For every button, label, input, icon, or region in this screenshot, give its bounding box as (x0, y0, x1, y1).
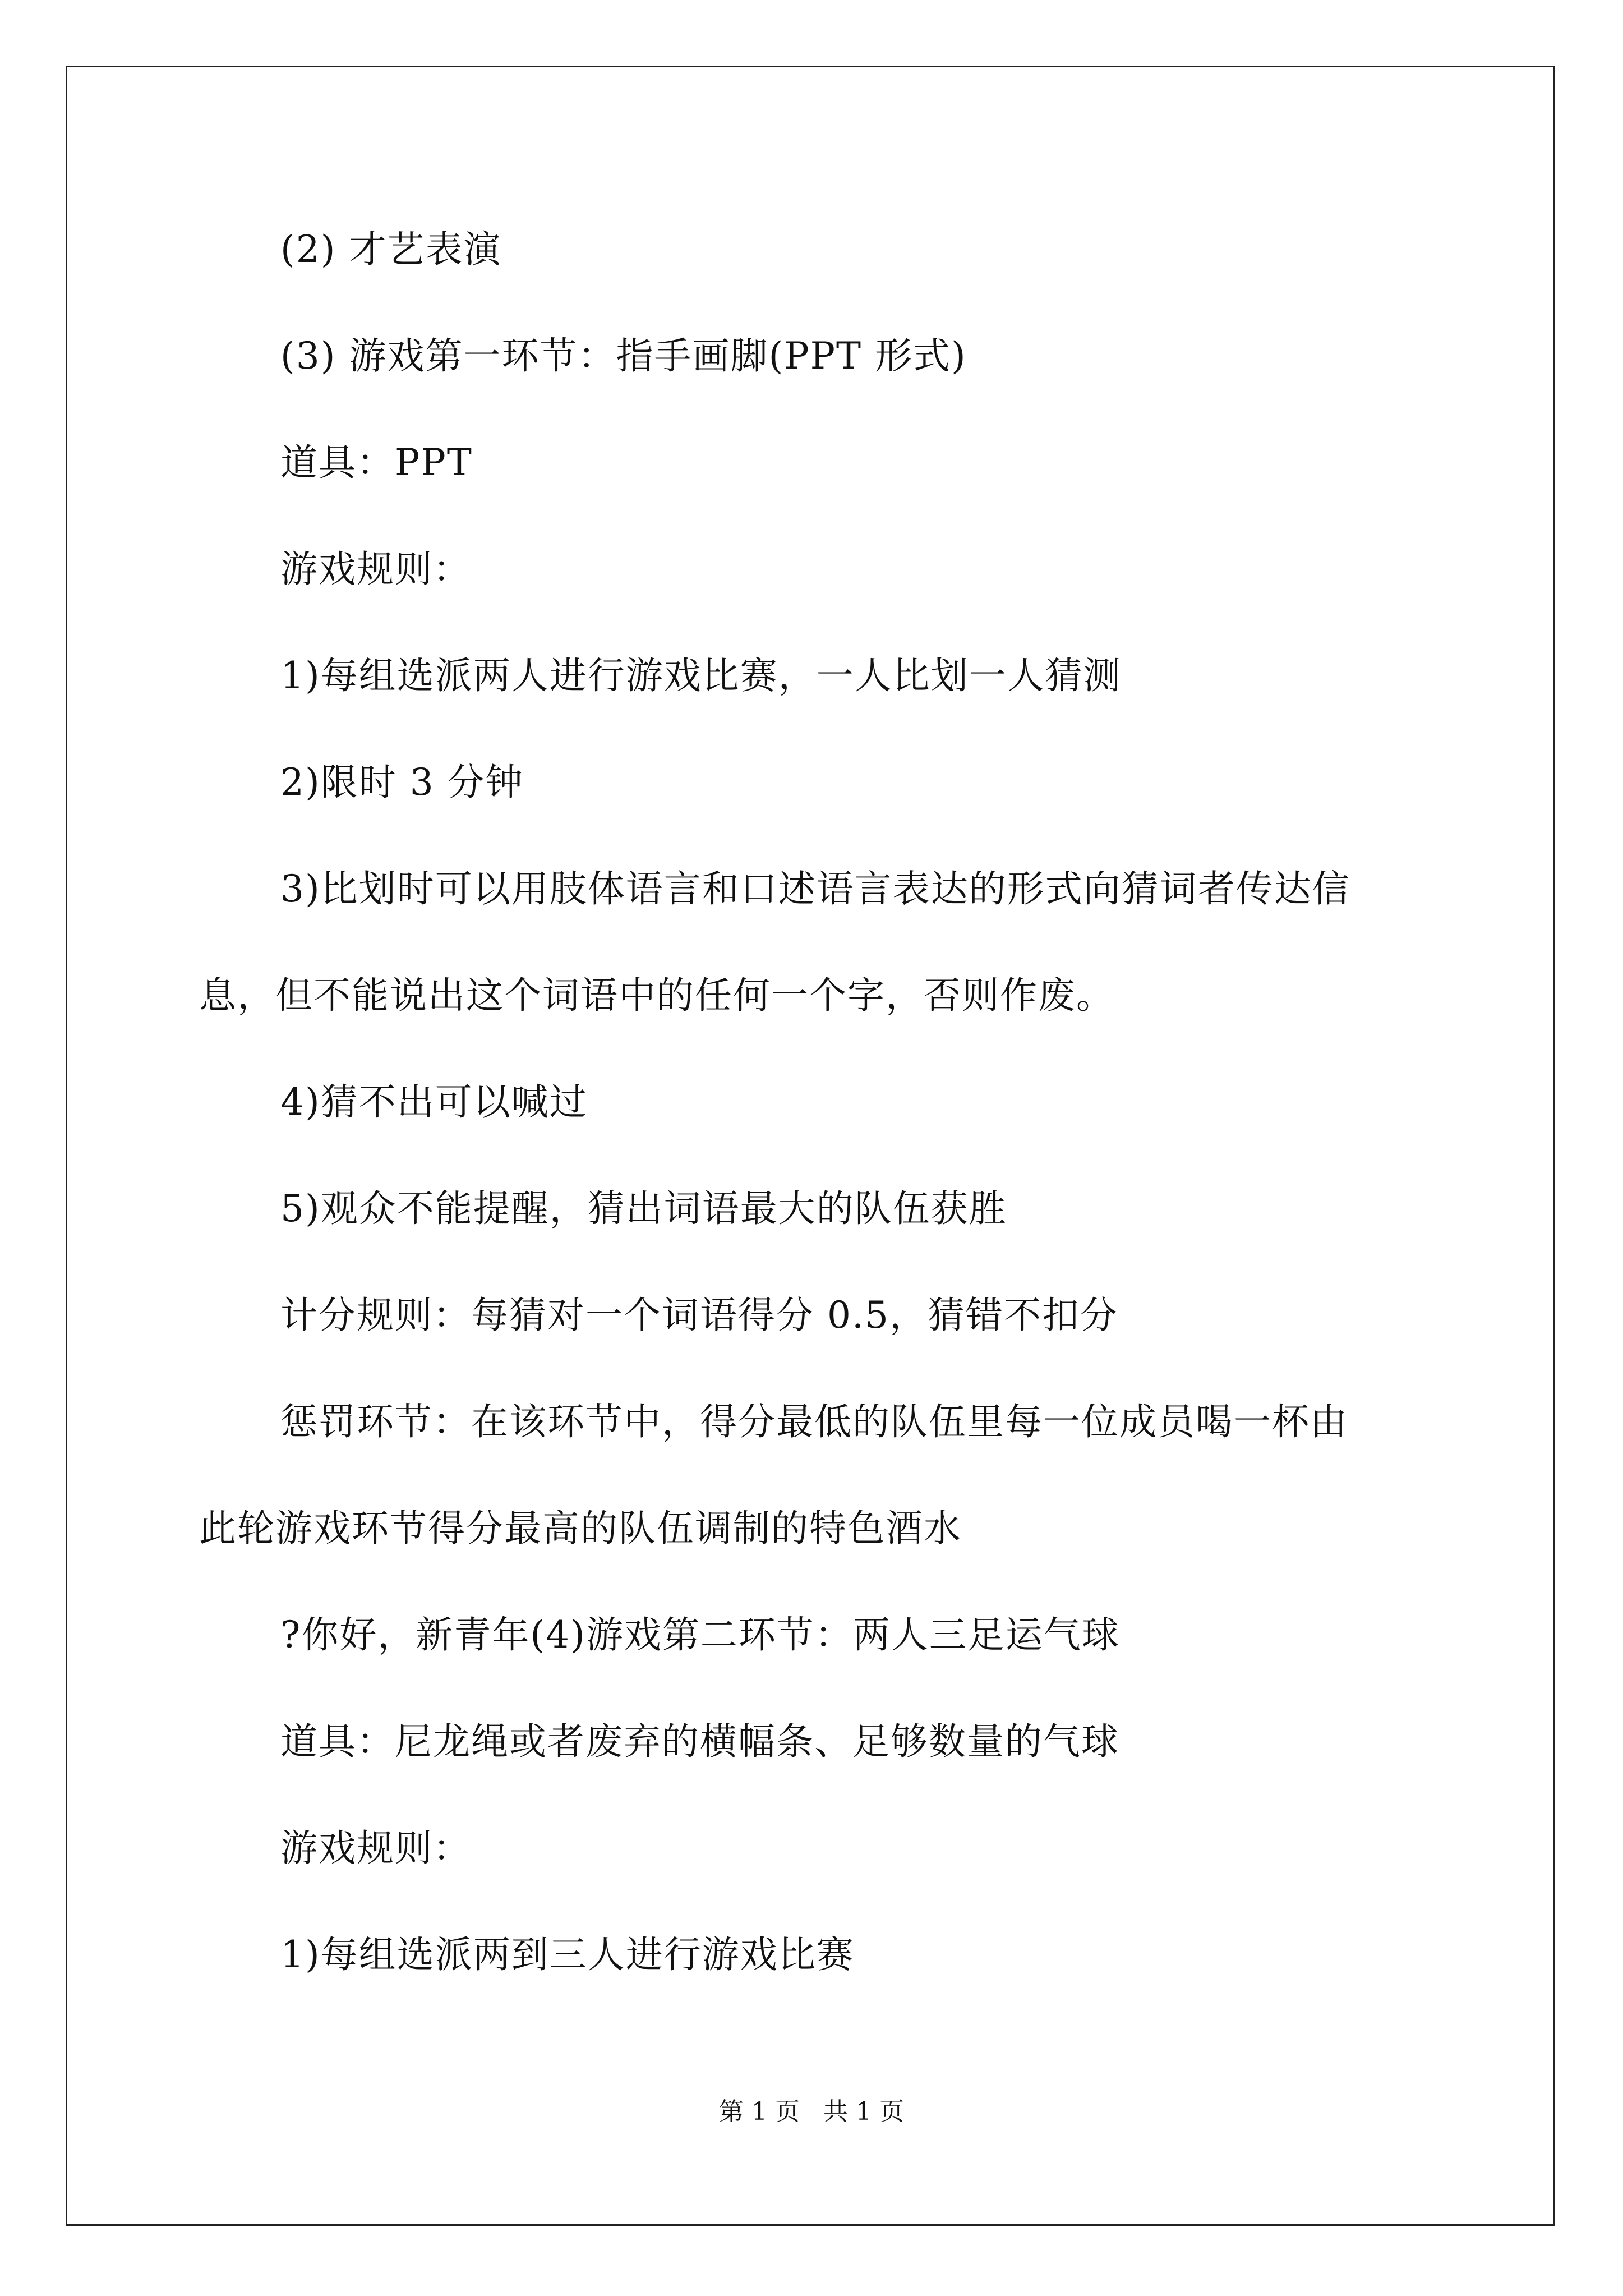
page-border (66, 66, 1555, 2226)
penalty-section: 惩罚环节：在该环节中，得分最低的队伍里每一位成员喝一杯由 (280, 1400, 1348, 1443)
game-two-rule-1: 1)每组选派两到三人进行游戏比赛 (280, 1933, 855, 1976)
penalty-section-continued: 此轮游戏环节得分最高的队伍调制的特色酒水 (199, 1507, 962, 1550)
game-one-props: 道具：PPT (280, 441, 473, 484)
game-one-rule-2: 2)限时 3 分钟 (280, 761, 524, 804)
game-one-rule-3: 3)比划时可以用肢体语言和口述语言表达的形式向猜词者传达信 (280, 867, 1350, 910)
game-one-heading: (3) 游戏第一环节：指手画脚(PPT 形式) (280, 334, 967, 378)
game-one-rule-3-continued: 息，但不能说出这个词语中的任何一个字，否则作废。 (199, 974, 1114, 1017)
game-one-rules-heading: 游戏规则： (280, 547, 471, 591)
page-footer: 第 1 页 共 1 页 (719, 2097, 904, 2126)
game-one-rule-4: 4)猜不出可以喊过 (280, 1080, 588, 1124)
talent-show-item: (2) 才艺表演 (280, 228, 502, 271)
game-one-rule-5: 5)观众不能提醒，猜出词语最大的队伍获胜 (280, 1187, 1007, 1230)
game-two-props: 道具：尼龙绳或者废弃的横幅条、足够数量的气球 (280, 1720, 1119, 1763)
game-two-rules-heading: 游戏规则： (280, 1826, 471, 1870)
game-one-rule-1: 1)每组选派两人进行游戏比赛，一人比划一人猜测 (280, 654, 1122, 697)
game-two-heading: ?你好，新青年(4)游戏第二环节：两人三足运气球 (280, 1613, 1120, 1657)
scoring-rules: 计分规则：每猜对一个词语得分 0.5，猜错不扣分 (280, 1294, 1118, 1337)
